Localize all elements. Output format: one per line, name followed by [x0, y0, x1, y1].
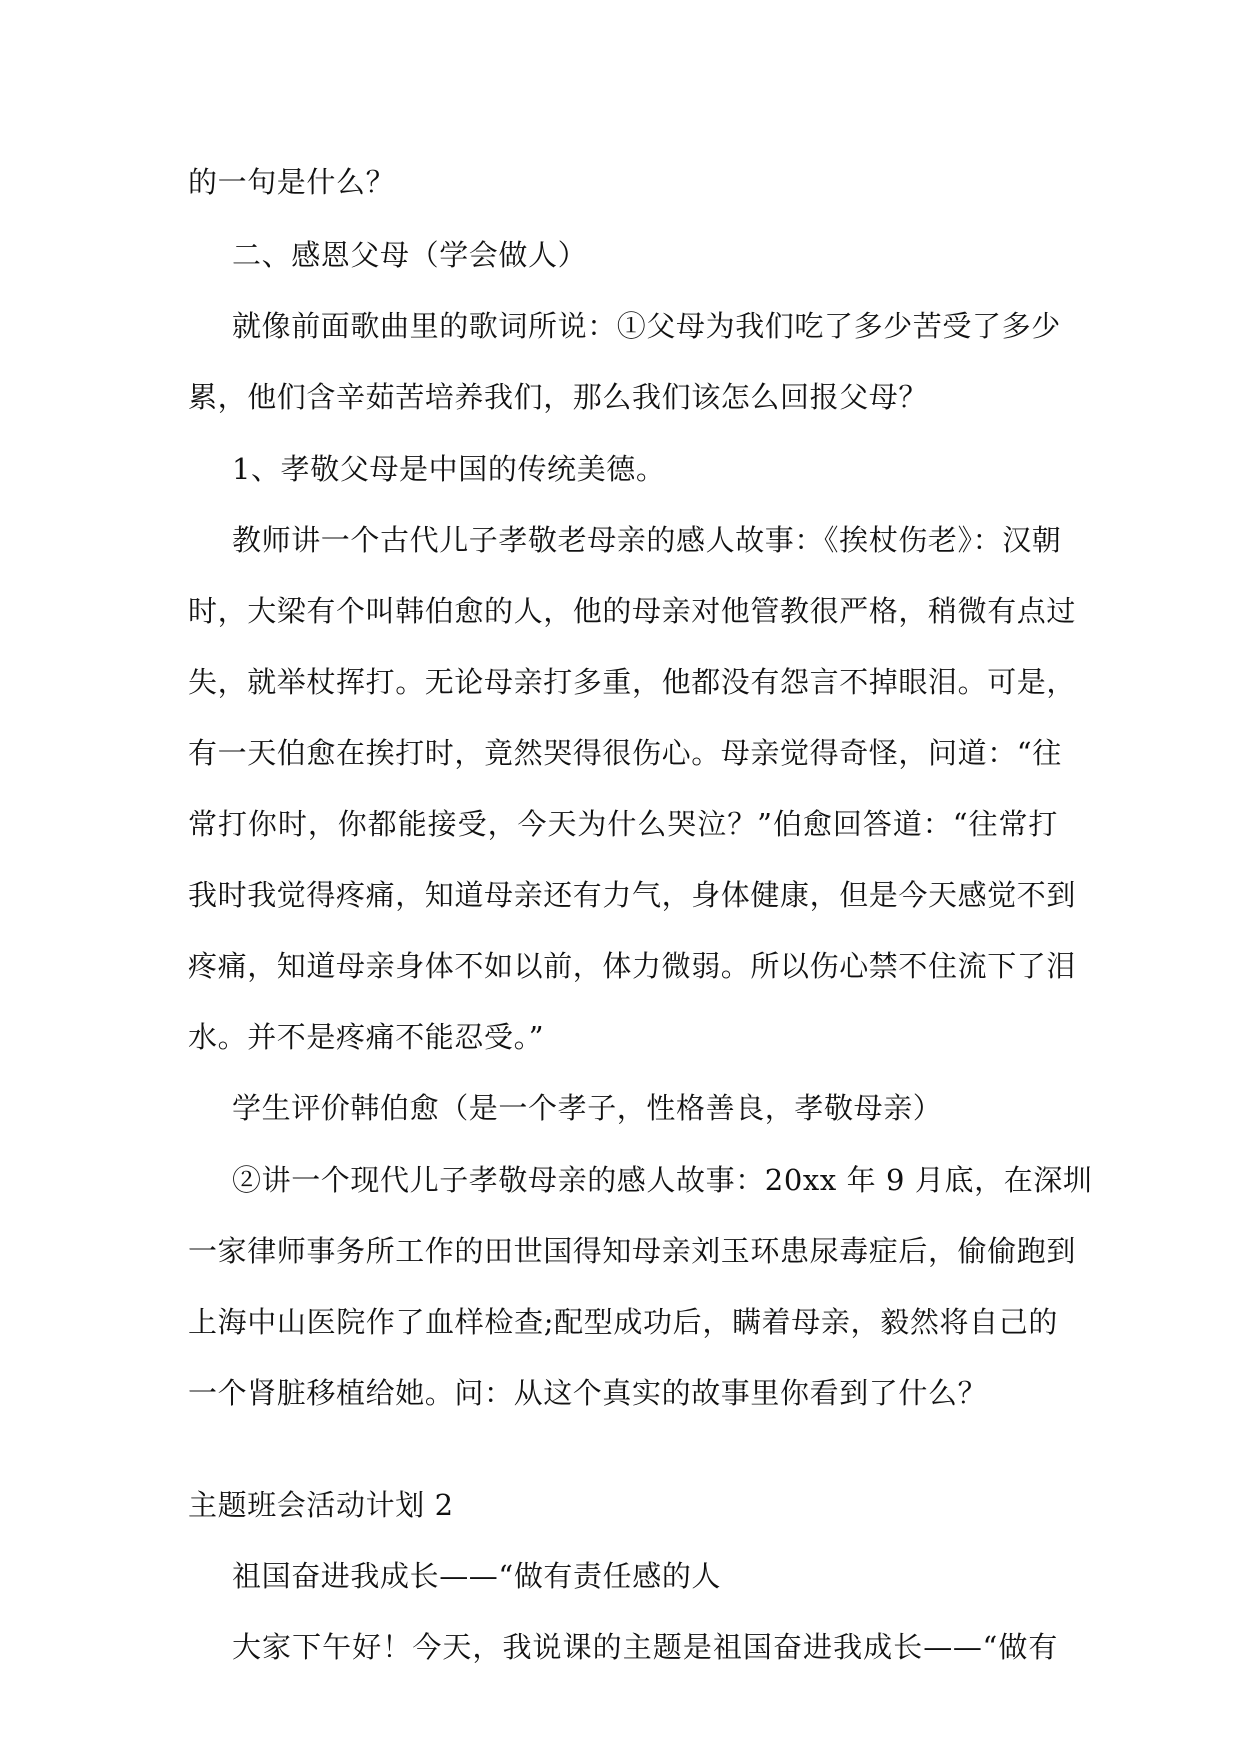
text-line: 就像前面歌曲里的歌词所说：①父母为我们吃了多少苦受了多少: [232, 309, 1061, 343]
section-heading: 二、感恩父母（学会做人）: [232, 238, 588, 272]
text-line: ②讲一个现代儿子孝敬母亲的感人故事：20xx 年 9 月底，在深圳: [232, 1163, 1093, 1197]
text-line: 水。并不是疼痛不能忍受。”: [188, 1020, 545, 1054]
text-line: 上海中山医院作了血样检查;配型成功后，瞒着母亲，毅然将自己的: [188, 1305, 1058, 1339]
text-line: 累，他们含辛茹苦培养我们，那么我们该怎么回报父母？: [188, 380, 929, 414]
text-line: 教师讲一个古代儿子孝敬老母亲的感人故事：《挨杖伤老》：汉朝: [232, 523, 1062, 557]
document-title: 主题班会活动计划 2: [188, 1488, 454, 1522]
subheading: 1、孝敬父母是中国的传统美德。: [232, 452, 666, 486]
text-line: 我时我觉得疼痛，知道母亲还有力气，身体健康，但是今天感觉不到: [188, 878, 1077, 912]
text-line: 常打你时，你都能接受，今天为什么哭泣？”伯愈回答道：“往常打: [188, 807, 1058, 841]
text-line: 一个肾脏移植给她。问：从这个真实的故事里你看到了什么？: [188, 1376, 988, 1410]
text-line: 疼痛，知道母亲身体不如以前，体力微弱。所以伤心禁不住流下了泪: [188, 949, 1077, 983]
text-line: 一家律师事务所工作的田世国得知母亲刘玉环患尿毒症后，偷偷跑到: [188, 1234, 1077, 1268]
text-line: 时，大梁有个叫韩伯愈的人，他的母亲对他管教很严格，稍微有点过: [188, 594, 1077, 628]
text-line: 大家下午好！今天，我说课的主题是祖国奋进我成长——“做有: [232, 1630, 1058, 1664]
text-line: 有一天伯愈在挨打时，竟然哭得很伤心。母亲觉得奇怪，问道：“往: [188, 736, 1062, 770]
text-line: 的一句是什么？: [188, 165, 396, 199]
document-subtitle: 祖国奋进我成长——“做有责任感的人: [232, 1559, 722, 1593]
text-line: 失，就举杖挥打。无论母亲打多重，他都没有怨言不掉眼泪。可是，: [188, 665, 1077, 699]
text-line: 学生评价韩伯愈（是一个孝子，性格善良，孝敬母亲）: [232, 1091, 943, 1125]
